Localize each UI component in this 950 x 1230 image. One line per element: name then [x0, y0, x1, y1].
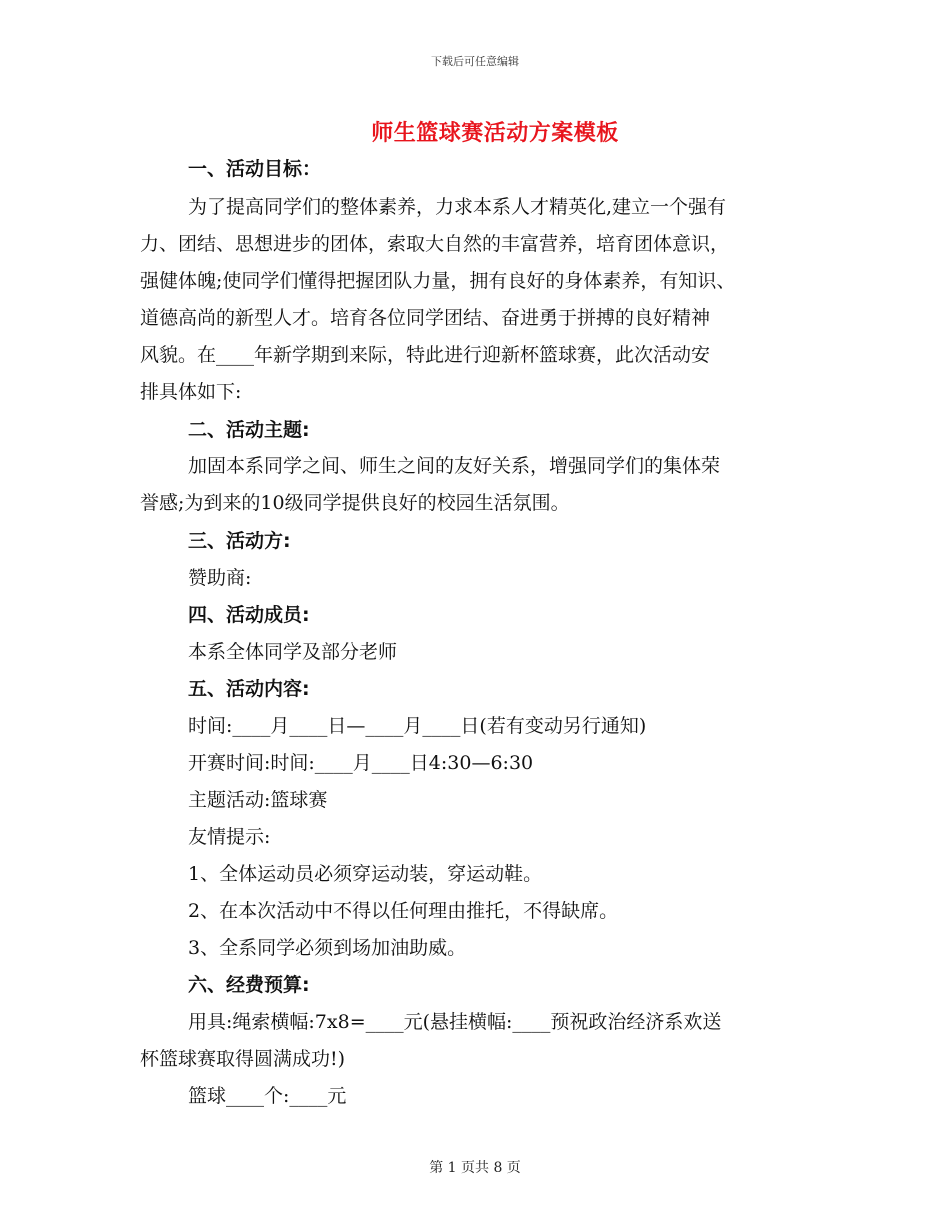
section-heading-members: 四、活动成员: [188, 604, 310, 626]
section-heading-theme: 二、活动主题: [188, 419, 310, 441]
paragraph-line: 为了提高同学们的整体素养，力求本系人才精英化,建立一个强有 [188, 196, 727, 218]
paragraph-line: 本系全体同学及部分老师 [188, 641, 398, 663]
page-footer: 第 1 页共 8 页 [429, 1160, 521, 1176]
paragraph-line: 主题活动:篮球赛 [188, 789, 328, 811]
paragraph-line: 风貌。在____年新学期到来际，特此进行迎新杯篮球赛，此次活动安 [140, 344, 711, 366]
list-item: 3、全系同学必须到场加油助威。 [188, 937, 467, 959]
paragraph-line: 杯篮球赛取得圆满成功!) [140, 1048, 346, 1070]
paragraph-line: 力、团结、思想进步的团体，索取大自然的丰富营养，培育团体意识， [140, 233, 730, 255]
paragraph-line: 道德高尚的新型人才。培育各位同学团结、奋进勇于拼搏的良好精神 [140, 307, 711, 329]
paragraph-line: 时间:____月____日—____月____日(若有变动另行通知) [188, 715, 647, 737]
section-heading-content: 五、活动内容: [188, 678, 310, 700]
paragraph-line: 誉感;为到来的10级同学提供良好的校园生活氛围。 [140, 492, 570, 514]
section-heading-goals: 一、活动目标： [188, 158, 322, 180]
paragraph-line: 强健体魄;使同学们懂得把握团队力量，拥有良好的身体素养，有知识、 [140, 270, 736, 292]
paragraph-line: 加固本系同学之间、师生之间的友好关系，增强同学们的集体荣 [188, 455, 721, 477]
paragraph-line: 排具体如下: [140, 381, 242, 403]
paragraph-line: 篮球____个:____元 [188, 1085, 347, 1107]
page-header-note: 下载后可任意编辑 [431, 55, 519, 68]
section-heading-budget: 六、经费预算: [188, 974, 310, 996]
paragraph-line: 开赛时间:时间:____月____日4:30—6:30 [188, 752, 534, 774]
paragraph-line: 用具:绳索横幅:7x8=____元(悬挂横幅:____预祝政治经济系欢送 [188, 1011, 722, 1033]
paragraph-line: 友情提示: [188, 826, 271, 848]
list-item: 2、在本次活动中不得以任何理由推托，不得缺席。 [188, 900, 619, 922]
document-title: 师生篮球赛活动方案模板 [371, 120, 619, 146]
list-item: 1、全体运动员必须穿运动装，穿运动鞋。 [188, 863, 543, 885]
section-heading-organizer: 三、活动方: [188, 530, 291, 552]
paragraph-line: 赞助商: [188, 567, 252, 589]
